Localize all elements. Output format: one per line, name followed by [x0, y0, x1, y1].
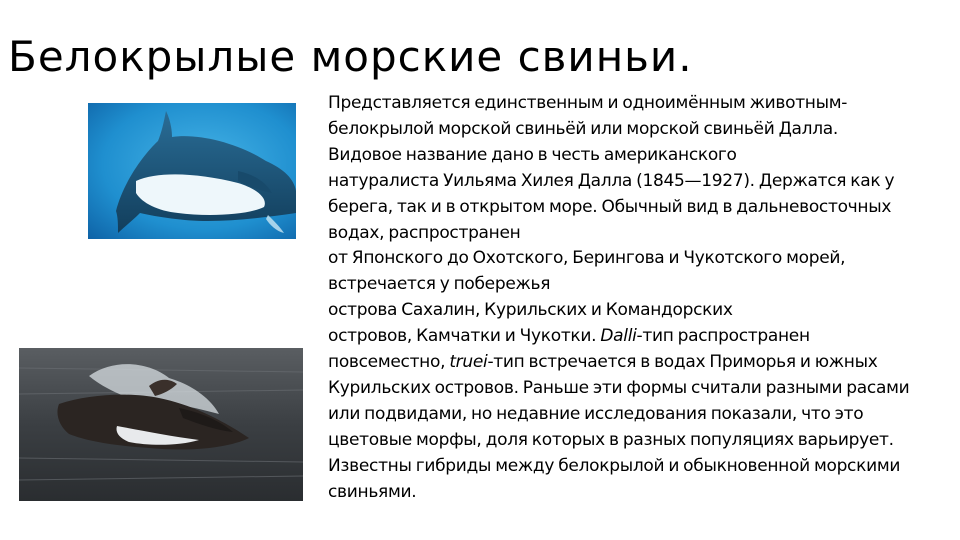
text-line: натуралиста Уильяма Хилея Далла (1845—1927). Держатся как у	[328, 170, 895, 191]
text-line: от Японского до Охотского, Берингова и Чукотского морей,	[328, 248, 846, 269]
text-line: Курильских островов. Раньше эти формы считали разными расами	[328, 377, 910, 398]
dalli-type-term: Dalli	[600, 326, 637, 347]
text-line-mixed	[328, 350, 948, 376]
text-line: Известны гибриды между белокрылой и обыкновенной морскими	[328, 455, 901, 476]
text-segment: -тип распространен	[636, 326, 810, 347]
text-line: белокрылой морской свиньёй или морской свиньёй Далла.	[328, 118, 839, 139]
text-line: Представляется единственным и одноимённым животным-	[328, 93, 848, 113]
porpoise-underwater-photo	[88, 103, 296, 239]
text-line: берега, так и в открытом море. Обычный вид в дальневосточных	[328, 196, 892, 217]
text-line: Видовое название дано в честь американского	[328, 144, 737, 165]
text-line-mixed	[328, 324, 948, 350]
slide-title: Белокрылые морские свиньи.	[8, 32, 693, 81]
text-segment: -тип встречается в водах Приморья и южных	[487, 352, 878, 373]
text-line: цветовые морфы, доля которых в разных популяциях варьирует.	[328, 429, 894, 450]
text-line: острова Сахалин, Курильских и Командорских	[328, 300, 733, 321]
text-segment: островов, Камчатки и Чукотки.	[328, 326, 597, 347]
description-text	[328, 91, 948, 506]
text-segment: повсеместно,	[328, 352, 446, 373]
text-line: или подвидами, но недавние исследования показали, что это	[328, 403, 864, 424]
text-line: встречается у побережья	[328, 274, 551, 295]
porpoise-surfacing-photo	[19, 348, 303, 501]
text-line: водах, распространен	[328, 222, 521, 243]
text-line: свиньями.	[328, 481, 417, 502]
truei-type-term: truei	[449, 352, 488, 373]
